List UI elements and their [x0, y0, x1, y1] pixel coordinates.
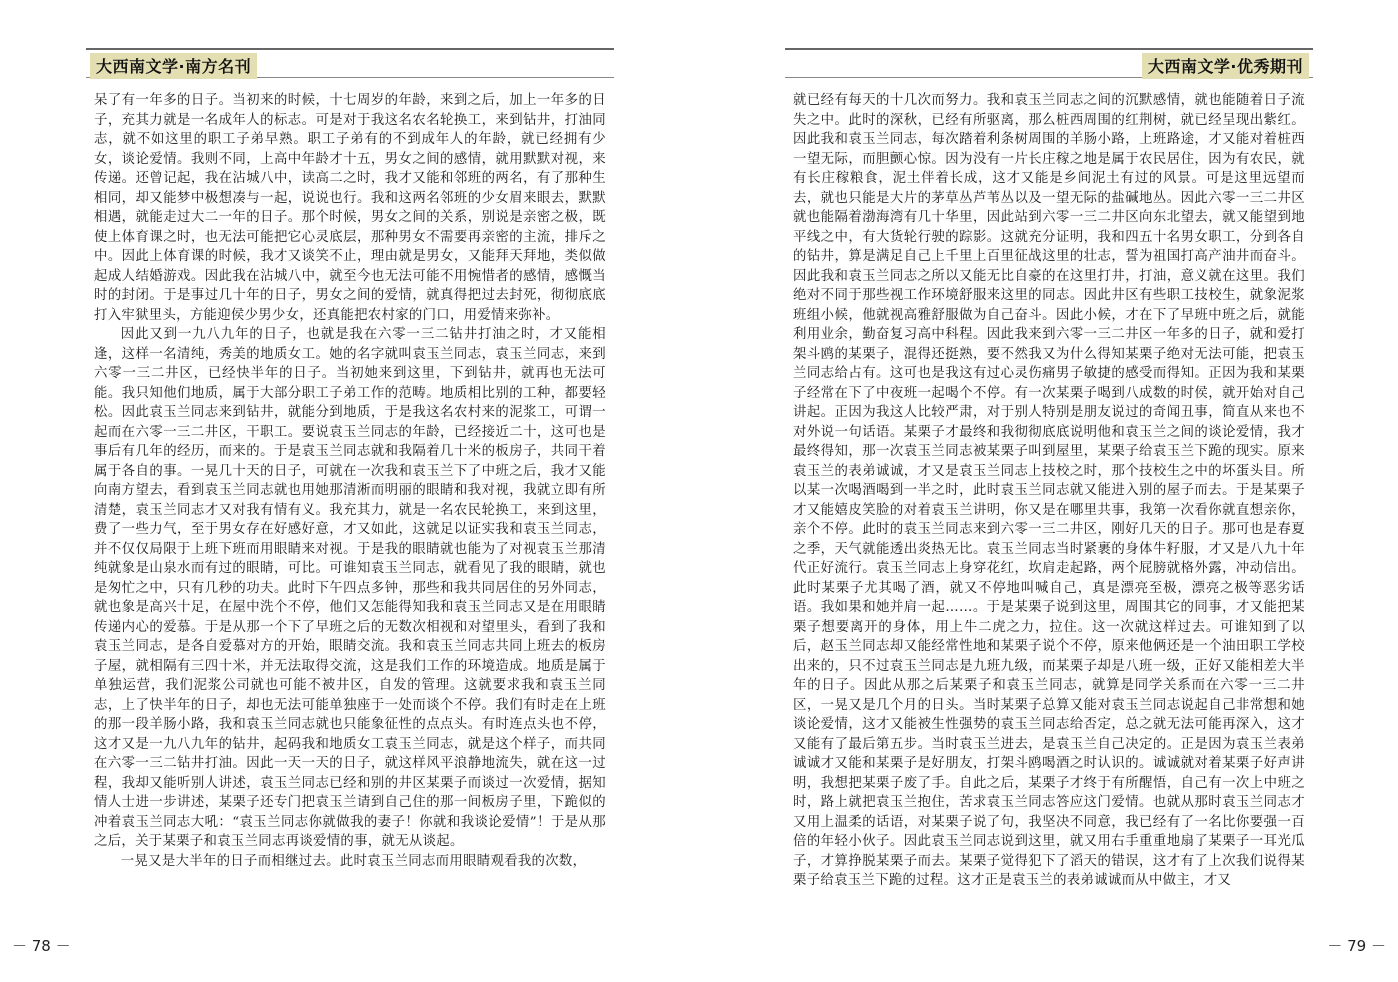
right-running-header	[785, 48, 1313, 78]
left-paragraph-2: 因此又到一九八九年的日子，也就是我在六零一三二钻井打油之时，才又能相逢，这样一名清纯，秀美的地质女工。她的名字就叫袁玉兰同志，袁玉兰同志，来到六零一三二井区，已经快半年的日子。当初她来到这里，下到钻井，就再也无法可能。我只知他们地质，属于大部分职工子弟工作的范畴。地质相比别的工种，都要轻松。因此袁玉兰同志来到钻井，就能分到地质，于是我这名农村来的泥浆工，可谓一起而在六零一三二井区，干职工。要说袁玉兰同志的年龄，已经接近二十，这可也是事后有几年的经历，而来的。于是袁玉兰同志就和我隔着几十米的板房子，共同干着属于各自的事。一晃几十天的日子，可就在一次我和袁玉兰下了中班之后，我才又能向南方望去，看到袁玉兰同志就也用她那清淅而明丽的眼睛和我对视，我就立即有所清楚，袁玉兰同志才又对我有情有义。我充其力，就是一名农民轮换工，来到这里，费了一些力气，至于男女存在好感好意，才又如此，这就足以证实我和袁玉兰同志，并不仅仅局限于上班下班而用眼睛来对视。于是我的眼睛就也能为了对视袁玉兰那清纯就象是山泉水而有过的眼睛，可比。可谁知袁玉兰同志，就看见了我的眼睛，就也是匆忙之中，只有几秒的功夫。此时下午四点多钟，那些和我共同居住的另外同志，就也象是高兴十足，在屋中洗个不停，他们又怎能得知我和袁玉兰同志又是在用眼睛传递内心的爱慕。于是从那一个下了早班之后的无数次相视和对望里头，看到了我和袁玉兰同志，是各自爱慕对方的开始，眼睛交流。我和袁玉兰同志共同上班去的板房子屋，就相隔有三四十米，并无法取得交流，这是我们工作的环境造成。地质是属于单独运营，我们泥浆公司就也可能不被井区，自发的管理。这就要求我和袁玉兰同志，上了快半年的日子，却也无法可能单独座于一处而谈个不停。我们有时走在上班的那一段羊肠小路，我和袁玉兰同志就也只能象征性的点点头。有时连点头也不停，这才又是一九八九年的钻井，起码我和地质女工袁玉兰同志，就是这个样子，而共同在六零一三二钻井打油。因此一天一天的日子，就这样风平浪静地流失，就在这一过程，我却又能听别人讲述，袁玉兰同志已经和别的井区某栗子而谈过一次爱情，据知情人士进一步讲述，某栗子还专门把袁玉兰请到自己住的那一间板房子里，下跪似的冲着袁玉兰同志大吼：“袁玉兰同志你就做我的妻子！你就和我谈论爱情”！于是从那之后，关于某栗子和袁玉兰同志再谈爱情的事，就无从谈起。	[94, 327, 606, 849]
left-page-number: － 78 －	[12, 937, 71, 955]
right-header-title: 大西南文学·优秀期刊	[1142, 53, 1309, 79]
left-running-header	[86, 48, 614, 78]
right-body-text	[793, 91, 1305, 891]
left-paragraph-3: 一晃又是大半年的日子而相继过去。此时袁玉兰同志而用眼睛观看我的次数，	[120, 853, 587, 869]
right-page	[699, 0, 1398, 982]
right-paragraph-1: 就已经有每天的十几次而努力。我和袁玉兰同志之间的沉默感情，就也能随着日子流失之中。此时的深秋，已经有所驱离，那么桩西周围的红荆树，就已经呈现出紫红。因此我和袁玉兰同志，每次踏着利条树周围的羊肠小路，上班路途，才又能对着桩西一望无际，而胆颤心惊。因为没有一片长庄稼之地是属于农民居住，因为有农民，就有长庄稼粮食，泥土伴着长成，这才又能是乡间泥土有过的风景。可是这里远望而去，就也只能是大片的茅草丛芦苇丛以及一望无际的盐碱地丛。因此六零一三二井区就也能隔着渤海湾有几十华里，因此站到六零一三二井区向东北望去，就又能望到地平线之中，有大货轮行驶的踪影。这就充分证明，我和四五十名男女职工，分到各自的钻井，算是满足自己上千里上百里征战这里的壮志，誓为祖国打高产油井而奋斗。因此我和袁玉兰同志之所以又能无比自豪的在这里打井，打油，意义就在这里。我们绝对不同于那些视工作环境舒服来这里的同志。因此井区有些职工技校生，就象泥浆班组小候，他就视高雅舒服做为自己奋斗。因此小候，才在下了早班中班之后，就能利用业余，勤奋复习高中科程。因此我来到六零一三二井区一年多的日子，就和爱打架斗鸥的某栗子，混得还挺熟，要不然我又为什么得知某栗子绝对无法可能，把袁玉兰同志给占有。这可也是我这有过心灵伤痛男子敏捷的感受而得知。正因为我和某栗子经常在下了中夜班一起喝个不停。有一次某栗子喝到八成数的时侯，就开始对自己讲起。正因为我这人比较严肃，对于别人特别是朋友说过的奇闻丑事，简直从来也不对外说一句话语。某栗子才最终和我彻彻底底说明他和袁玉兰之间的谈论爱情，我才最终得知，那一次袁玉兰同志被某栗子叫到屋里，某栗子给袁玉兰下跪的现实。原来袁玉兰的表弟诚诚，才又是袁玉兰同志上技校之时，那个技校生之中的坏蛋头目。所以某一次喝酒喝到一半之时，此时袁玉兰同志就又能进入别的屋子而去。于是某栗子才又能嬉皮笑脸的对着袁玉兰讲明，你又是在哪里共事，我第一次看你就直想亲你，亲个不停。此时的袁玉兰同志来到六零一三二井区，刚好几天的日子。那可也是春夏之季，天气就能透出炎热无比。袁玉兰同志当时紧裹的身体牛籽服，才又是八九十年代正好流行。袁玉兰同志上身穿花红，坎肩走起路，两个屁膀就格外露，冲动信出。此时某栗子尤其喝了酒，就又不停地叫喊自己，真是漂亮至极，漂亮之极等恶劣话语。我如果和她并肩一起……。于是某栗子说到这里，周围其它的同事，才又能把某栗子想要离开的身体，用上牛二虎之力，拉住。这一次就这样过去。可谁知到了以后，赵玉兰同志却又能经常性地和某栗子说个不停，原来他俩还是一个油田职工学校出来的，只不过袁玉兰同志是九班九级，而某栗子却是八班一级，正好又能相差大半年的日子。因此从那之后某栗子和袁玉兰同志，就算是同学关系而在六零一三二井区，一晃又是几个月的日头。当时某栗子总算又能对袁玉兰同志说起自己非常想和她谈论爱情，这才又能被生性强势的袁玉兰同志给否定，总之就无法可能再深入，这才又能有了最后第五步。当时袁玉兰进去，是袁玉兰自己决定的。正是因为袁玉兰表弟诚诚才又能和某栗子是好朋友，打架斗鸥喝酒之时认识的。诚诚就对着某栗子好声讲明，我想把某栗子废了手。自此之后，某栗子才终于有所醒悟，自己有一次上中班之时，路上就把袁玉兰抱住，苦求袁玉兰同志答应这门爱情。也就从那时袁玉兰同志才又用上温柔的话语，对某栗子说了句，我坚决不同意，我已经有了一名比你要强一百倍的年轻小伙子。因此袁玉兰同志说到这里，就又用右手重重地扇了某栗子一耳光瓜子，才算挣脱某栗子而去。某栗子觉得犯下了滔天的错误，这才有了上次我们说得某栗子给袁玉兰下跪的过程。这才正是袁玉兰的表弟诚诚而从中做主，才又	[793, 93, 1305, 888]
left-paragraph-1: 呆了有一年多的日子。当初来的时候，十七周岁的年龄，来到之后，加上一年多的日子，充其力就是一名成年人的标志。可是对于我这名农名轮换工，来到钻井，打油同志，就不如这里的职工子弟早熟。职工子弟有的不到成年人的年龄，就已经拥有少女，谈论爱情。我则不同，上高中年龄才十五，男女之间的感情，就用默默对视，来传递。还曾记起，我在沾城八中，读高二之时，我才又能和邻班的两名，有了那种生相同，却又能梦中极想凑与一起，说说也行。我和这两名邻班的少女眉来眼去，默默相遇，就能走过大二一年的日子。那个时候，男女之间的关系，别说是亲密之极，既使上体育课之时，也无法可能把它心灵底层，那种男女不需要再亲密的主流，排斥之中。因此上体育课的时候，我才又谈笑不止，理由就是男女，又能拜天拜地，类似做起成人结婚游戏。因此我在沾城八中，就至今也无法可能不用惋惜者的感情，感慨当时的封闭。于是事过几十年的日子，男女之间的爱情，就真得把过去封死，彻彻底底打入牢狱里头，方能迎侯少男少女，还真能把农村家的门口，用爱情来弥补。	[94, 93, 606, 323]
left-body-text	[94, 91, 606, 871]
right-page-number: － 79 －	[1327, 937, 1386, 955]
left-header-title: 大西南文学·南方名刊	[90, 53, 257, 79]
